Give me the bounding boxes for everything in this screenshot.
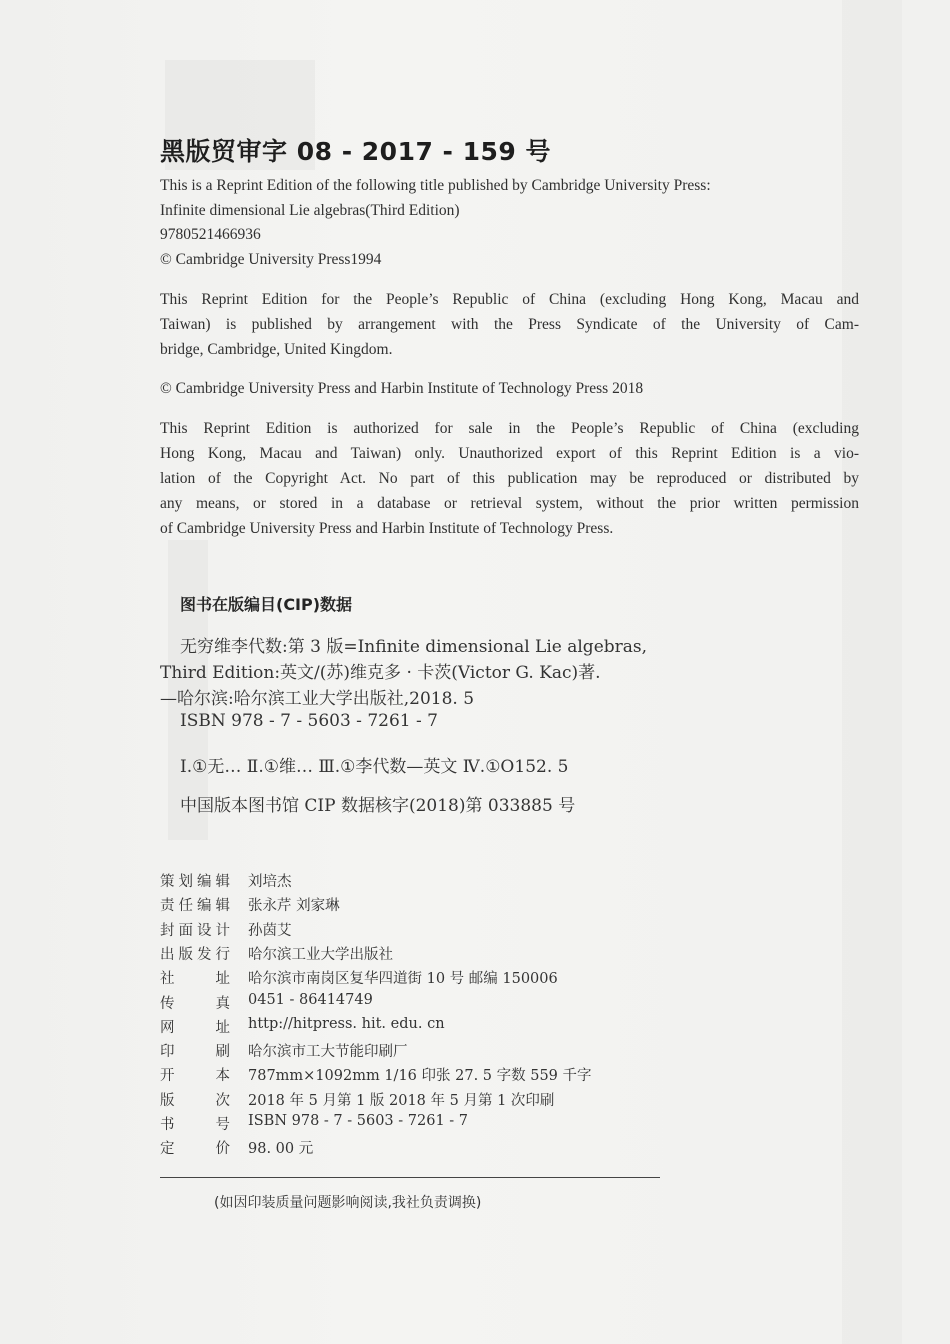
cip-record-number: 中国版本图书馆 CIP 数据核字(2018)第 033885 号 [180,796,576,816]
info-value: 0451 - 86414749 [248,991,373,1008]
info-label-char: 辑 [215,874,230,890]
cip-heading: 图书在版编目(CIP)数据 [180,595,353,614]
info-value: 787mm×1092mm 1/16 印张 27. 5 字数 559 千字 [248,1068,592,1085]
info-label-char: 价 [215,1141,230,1158]
original-isbn: 9780521466936 [160,226,261,243]
cip-isbn-line: ISBN 978 - 7 - 5603 - 7261 - 7 [180,711,438,731]
info-label [160,1040,230,1061]
info-label-char: 编 [197,874,212,890]
cip-classification: Ⅰ.①无… Ⅱ.①维… Ⅲ.①李代数—英文 Ⅳ.①O152. 5 [180,757,569,777]
info-value: 哈尔滨市南岗区复华四道街 10 号 邮编 150006 [248,971,558,988]
cip-title-line: 无穷维李代数:第 3 版=Infinite dimensional Lie algebras, [180,637,648,657]
authorization-line: lation of the Copyright Act. No part of this publication may be reproduced or distributed by [160,470,859,487]
info-label-char: 封 [160,922,175,939]
info-label [160,1016,230,1037]
info-label [160,919,230,940]
info-label [160,992,230,1013]
info-value: 2018 年 5 月第 1 版 2018 年 5 月第 1 次印刷 [248,1092,555,1109]
info-value: 刘培杰 [248,874,292,890]
info-label-char: 面 [178,922,193,939]
info-label-char: 版 [178,946,193,963]
info-label-char: 书 [160,1117,175,1133]
replacement-notice: (如因印装质量问题影响阅读,我社负责调换) [214,1195,482,1211]
authorization-line: Hong Kong, Macau and Taiwan) only. Unauthorized export of this Reprint Edition is a vio- [160,445,859,462]
divider [160,1177,660,1178]
info-label-char: 划 [178,874,193,890]
info-label [160,1113,230,1134]
info-value: 张永芹 刘家琳 [248,898,340,915]
info-value: ISBN 978 - 7 - 5603 - 7261 - 7 [248,1113,469,1129]
info-label-char: 设 [197,922,212,939]
info-label-char: 定 [160,1141,175,1158]
info-label-char: 刷 [215,1044,230,1061]
info-label-char: 传 [160,995,175,1012]
reprint-notice-line: This is a Reprint Edition of the following title published by Cambridge University Press: [160,177,711,194]
info-label-char: 版 [160,1092,175,1109]
arrangement-line: Taiwan) is published by arrangement with the Press Syndicate of the University of Cam- [160,316,859,333]
info-label-char: 印 [160,1044,175,1061]
authorization-line: This Reprint Edition is authorized for sale in the People’s Republic of China (excluding [160,420,859,437]
info-label-char: 责 [160,898,175,915]
original-copyright: © Cambridge University Press1994 [160,251,382,268]
arrangement-line: bridge, Cambridge, United Kingdom. [160,341,393,358]
info-label-char: 开 [160,1068,175,1085]
show-through-mark [842,0,902,1344]
info-value: 哈尔滨工业大学出版社 [248,946,393,963]
info-label-char: 策 [160,874,175,890]
original-title: Infinite dimensional Lie algebras(Third Edition) [160,202,460,219]
info-label-char: 出 [160,946,175,963]
info-label-char: 网 [160,1019,175,1036]
info-value: 孙茵艾 [248,922,292,939]
info-value: 98. 00 元 [248,1141,314,1158]
info-label-char: 真 [215,995,230,1012]
info-label [160,1064,230,1085]
info-label-char: 计 [215,922,230,939]
info-label [160,1089,230,1110]
info-label-char: 次 [215,1092,230,1109]
info-label-char: 发 [197,946,212,963]
cip-publisher-line: —哈尔滨:哈尔滨工业大学出版社,2018. 5 [160,689,475,709]
info-label-char: 社 [160,971,175,988]
arrangement-line: This Reprint Edition for the People’s Republic of China (excluding Hong Kong, Macau and [160,291,859,308]
info-value: http://hitpress. hit. edu. cn [248,1015,445,1032]
info-label [160,870,230,891]
info-label-char: 址 [215,971,230,988]
info-label [160,967,230,988]
info-label-char: 编 [197,898,212,915]
info-label-char: 号 [215,1117,230,1133]
info-label [160,943,230,964]
info-label-char: 址 [215,1019,230,1036]
import-license-number: 黑版贸审字 08 - 2017 - 159 号 [160,137,552,166]
info-label [160,894,230,915]
reprint-copyright: © Cambridge University Press and Harbin Institute of Technology Press 2018 [160,380,644,397]
authorization-line: any means, or stored in a database or retrieval system, without the prior written permission [160,495,859,512]
authorization-line: of Cambridge University Press and Harbin Institute of Technology Press. [160,520,614,537]
cip-author-line: Third Edition:英文/(苏)维克多 · 卡茨(Victor G. Kac)著. [160,663,601,683]
info-label-char: 辑 [215,898,230,915]
info-label [160,1137,230,1158]
info-label-char: 本 [215,1068,230,1085]
info-label-char: 任 [178,898,193,915]
info-value: 哈尔滨市工大节能印刷厂 [248,1044,408,1061]
info-label-char: 行 [215,946,230,963]
